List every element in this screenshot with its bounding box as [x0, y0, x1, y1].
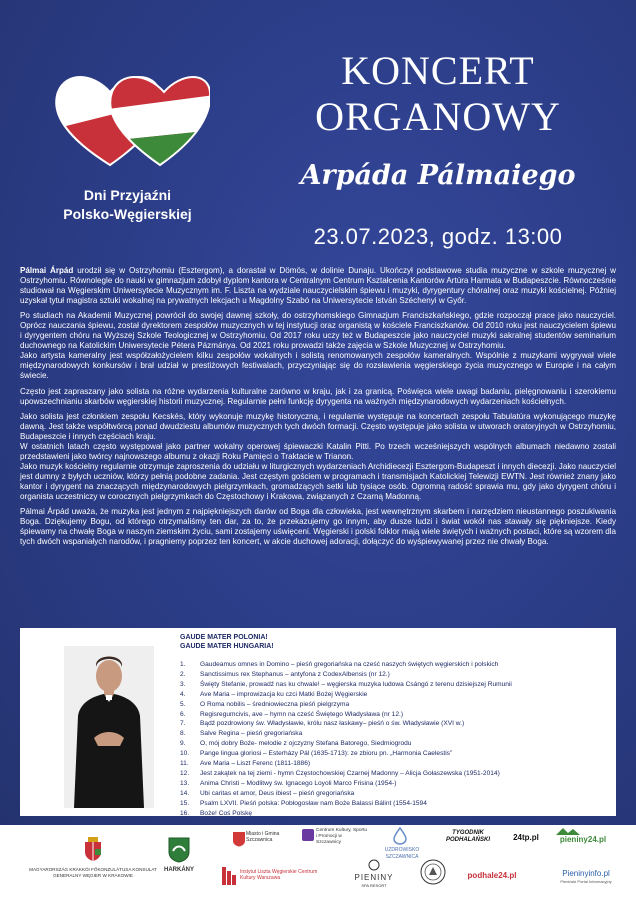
logo-pieniny-spa: PIENINY — [354, 873, 394, 882]
list-item: 5. O Roma nobilis – średniowieczna pieśń pielgrzyma — [180, 700, 350, 708]
liszt-institute-icon — [222, 867, 236, 885]
logo-uzdrowisko: UZDROWISKO SZCZAWNICA — [384, 847, 420, 860]
bio-name: Pálmai Árpád — [20, 266, 74, 275]
logo-centrum-kultury: Centrum Kultury, Sportu i Promocji w Szczawnicy — [316, 828, 368, 845]
title-performer: Arpáda Pálmaiego — [300, 160, 576, 191]
logo-pieninyinfo-sub: Pieniński Portal Informacyjny — [560, 879, 612, 884]
hearts-flag-icon — [50, 70, 210, 170]
list-item: 8. Salve Regina – pieśń gregoriańska — [180, 730, 303, 738]
program-heading — [180, 633, 610, 651]
logo-consulate: MAGYARORSZÁG KRAKKÓI FŐKONZULÁTUSA KONSULAT GENERALNY WĘGIER W KRAKOWIE — [29, 867, 157, 878]
list-item: 16. Boże! Coś Polskę — [180, 809, 253, 817]
list-item: 3. Święty Stefanie, prowadź nas ku chwale! – węgierska muzyka ludowa Csángó z terenu dzisiejszej Rumunii — [180, 680, 512, 688]
biography — [20, 266, 616, 552]
list-item: 13. Anima Christi – Modlitwy św. Ignacego Loyoli Marco Frisina (1954-) — [180, 779, 397, 787]
program-heading-polonia: GAUDE MATER POLONIA! — [180, 634, 268, 641]
bio-paragraph: Pálmai Árpád urodził się w Ostrzyhomiu (Esztergom), a dorastał w Dömös, w dolinie Dunaju. Ukończył podstawowe studia muzyczne w szkole muzycznej w Ostrzyhomiu. Równolegle do nauki w gimnazjum zdobył dyplom kantora w Centralnym Centrum Kształcenia Kantorów Artúra Harmata w Budapeszcie. Równocześnie studiował na Węgierskim Uniwersytecie Muzycznym im. F. Liszta na wydziale nauczycielskim śpiewu i muzyki, dyrygentury chóralnej oraz muzyki kościelnej. Później uzyskał tytuł magistra sztuki wokalnej na prywatnych lekcjach u Magdolny Szabó na Uniwersytecie István Széchenyi w Győr. — [20, 266, 616, 306]
logo-miasto: Miasto i Gmina Szczawnica — [246, 831, 280, 843]
program-heading-hungaria: GAUDE MATER HUNGARIA! — [180, 643, 274, 650]
concert-date: 23.07.2023, godz. 13:00 — [313, 224, 563, 249]
bio-paragraph: Pálmai Árpád uważa, że muzyka jest jednym z najpiękniejszych darów od Boga dla człowieka, jest wewnętrznym skarbem i narzędziem nieustannego poszukiwania Boga. Dziękujemy Bogu, od którego otrzymaliśmy ten dar, za to, że przekazujemy go innym, aby dusze ludzi i świat wokół nas stawały się piękniejsze. Kiedy śpiewamy na chwałę Boga w naszym ziemskim życiu, sami zostajemy uświęceni. Węgierski i polski folklor mają wiele świętych i ważnych postaci, które są wzorem dla tych dwóch wspaniałych narodów, i pragniemy poprzez ten koncert, w akcie duchowej adoracji, dołączyć do wyśpiewywanej przez nie chwały Boga. — [20, 507, 616, 547]
sponsor-logos — [0, 825, 636, 900]
harkany-crest-icon — [168, 837, 190, 863]
bio-paragraph: Jako muzyk kościelny regularnie otrzymuje zaproszenia do udziału w liturgicznych wydarzeniach Archidiecezji Esztergom-Budapeszt i innych diecezji. Jako nauczyciel jest dumny z byłych uczniów, którzy pełnią podobne zadania. Jest częstym gościem w programach i transmisjach Katolickiej Telewizji EWTN. Jest również znany jako kantor i dyrygent na znaczących międzynarodowych pielgrzymkach, gromadzących setki lub tysiące osób. Ogromną radość sprawia mu, gdy jako dyrygent chóru i organista uczestniczy w corocznych pielgrzymkach do Częstochowy i Krakowa, związanych z Czarną Madonną. — [20, 461, 616, 501]
logo-instytut-liszta: Instytut Liszta Węgierskie Centrum Kultury Warszawa — [240, 869, 318, 881]
friendship-line1: Dni Przyjaźni — [83, 187, 172, 203]
logo-24tp: 24tp.pl — [513, 833, 539, 842]
hungarian-coat-of-arms-icon — [84, 837, 102, 861]
bio-paragraph: Jako solista jest członkiem zespołu Kecskés, który wykonuje muzykę historyczną, i regularnie występuje na koncertach zespołu Tabulatúra wykonującego muzykę dawną. Jest także współtwórcą ponad dwudziestu albumów muzycznych tych dwóch formacji. Często występuje jako solista w utworach oratoryjnych w Ostrzyhomiu, Budapeszcie i innych częściach kraju. — [20, 411, 616, 441]
list-item: 11. Ave Maria – Liszt Ferenc (1811-1886) — [180, 760, 311, 768]
szczawnica-crest-icon — [232, 831, 246, 847]
bio-paragraph: Jako artysta kameralny jest współzałożycielem kilku zespołów wokalnych i solistą renomowanych zespołów kameralnych. Wspólnie z muzykami wygrywał wiele międzynarodowych konkursów i brał udział w prestiżowych festiwalach, przyczyniając się do rozsławienia węgierskiego życia muzycznego w Europie i na całym świecie. — [20, 351, 616, 381]
list-item: 1. Gaudeamus omnes in Domino – pieśń gregoriańska na cześć naszych świętych węgierskich i polskich — [180, 661, 499, 668]
logo-harkany: HARKÁNY — [164, 867, 194, 873]
friendship-line2: Polsko-Węgierskiej — [63, 206, 192, 222]
list-item: 6. Regisregumcivis, ave – hymn na cześć Świętego Władysława (nr 12.) — [180, 710, 404, 718]
logo-pieniny24: pieniny24.pl — [559, 835, 607, 844]
logo-pieninyinfo: Pieninyinfo.pl — [562, 869, 610, 878]
seal-icon — [420, 859, 446, 885]
list-item: 14. Ubi caritas et amor, Deus ibiest – pieśń gregoriańska — [180, 789, 355, 797]
list-item: 10. Pange lingua gloriosi – Esterházy Pál (1635-1713): ze zbioru pn. „Harmonia Caelestis” — [180, 750, 453, 758]
list-item: 7. Bądź pozdrowiony św. Władysławie, królu nasz łaskawy– pieśń o św. Władysławie (XVI w.) — [180, 720, 465, 728]
bio-paragraph: Po studiach na Akademii Muzycznej powrócił do swojej dawnej szkoły, do ostrzyhomskiego Gimnazjum Franciszkańskiego, gdzie rozpoczął prace jako nauczyciel. Oprócz nauczania śpiewu, został dyrektorem zespołów muzycznych w tej instytucji oraz organistą w kościele Franciszkanów. Od 2010 roku jest nauczycielem śpiewu i dyrygentem chóru na Wyższej Szkole Teologicznej w Ostrzyhomiu. Od 2017 roku uczy też w Budapeszcie jako nauczyciel muzyki sakralnej studentów seminarium duchownego na Katolickim Uniwersytecie Pétera Pázmánya. Od 2021 roku prowadzi także zajęcia w Szkole Muzycznej w Ostrzyhomiu. — [20, 311, 616, 351]
pieniny-spa-icon — [368, 859, 380, 871]
list-item: 2. Sanctissimus rex Stephanus – antyfona z CodexAlbensis (nr 12.) — [180, 670, 390, 678]
uzdrowisko-drop-icon — [392, 827, 408, 845]
centrum-kultury-icon — [302, 829, 314, 841]
list-item: 4. Ave Maria – improwizacja ku czci Matki Bożej Węgierskie — [180, 690, 368, 698]
list-item: 15. Psalm LXVII. Pieśń polska: Pobłogosław nam Boże Balassi Bálint (1554-1594 — [180, 799, 427, 807]
program-list — [180, 660, 610, 819]
bio-paragraph: W ostatnich latach często występował jako partner wokalny operowej śpiewaczki Katalin Pitti. Po trzech wcześniejszych wspólnych albumach niedawno zostali przedstawieni jako twórcy najnowszego albumu z okazji Roku Pamięci o Traktacie w Trianon. — [20, 441, 616, 461]
logo-pieniny-spa-sub: SPA RESORT — [361, 883, 387, 888]
list-item: 9. O, mój dobry Boże- melodie z ojczyzny Stefana Batorego, Siedmiogrodu — [180, 740, 412, 748]
pieniny24-mountain-icon — [556, 827, 580, 835]
title-koncert: KONCERT — [341, 48, 535, 93]
title-organowy: ORGANOWY — [315, 94, 561, 139]
logo-tygodnik: TYGODNIK PODHALAŃSKI — [445, 830, 490, 843]
friendship-days — [40, 186, 215, 224]
logo-podhale24: podhale24.pl — [467, 871, 517, 880]
list-item: 12. Jest zakątek na tej ziemi - hymn Częstochowskiej Czarnej Madonny – Alicja Gołaszewska (1951-2014) — [180, 769, 500, 777]
bio-paragraph: Często jest zapraszany jako solista na różne wydarzenia kulturalne zarówno w kraju, jak i za granicą. Poświęca wiele uwagi badaniu, pielęgnowaniu i szerokiemu upowszechnianiu skarbów węgierskiej historii muzycznej. Regularnie pełni funkcję dyrygenta na ważnych międzynarodowych wydarzeniach kościelnych. — [20, 386, 616, 406]
performer-photo — [64, 646, 154, 808]
